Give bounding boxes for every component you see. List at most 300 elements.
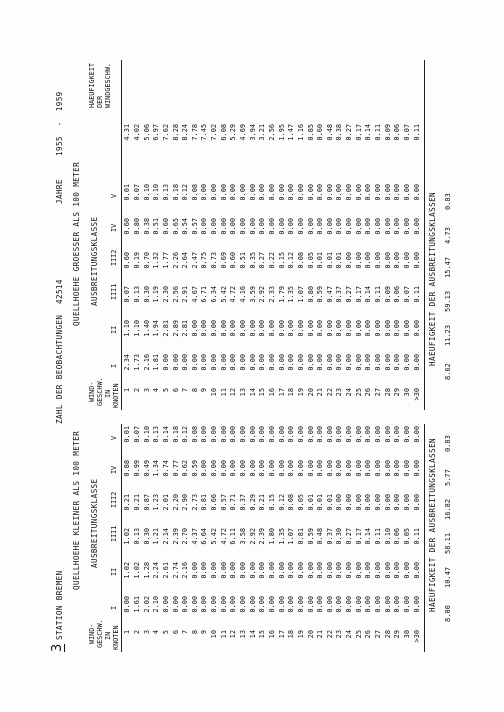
right-value-cell: 0.10 — [142, 184, 151, 201]
right-extra-header-2: DER — [96, 95, 104, 108]
right-row — [239, 124, 249, 410]
right-wind-speed-cell: 17 — [277, 388, 286, 397]
right-value-cell: 0.38 — [335, 124, 344, 141]
right-value-cell: 0.00 — [267, 184, 276, 201]
right-value-cell: 1.40 — [142, 320, 151, 337]
left-value-cell: 0.00 — [296, 426, 305, 443]
left-value-cell: 2.14 — [161, 528, 170, 545]
right-freq-value: 4.73 — [444, 227, 452, 244]
left-class-header: II — [110, 567, 118, 576]
left-value-cell: 0.13 — [152, 426, 161, 443]
left-value-cell: 2.10 — [152, 596, 161, 613]
right-value-cell: 0.60 — [123, 252, 132, 269]
right-value-cell: 0.27 — [345, 124, 354, 141]
left-data-table — [123, 426, 422, 652]
left-wind-speed-cell: 20 — [306, 630, 315, 639]
left-value-cell: 0.00 — [402, 562, 411, 579]
right-wind-speed-cell: 18 — [287, 388, 296, 397]
right-value-cell: 0.00 — [171, 354, 180, 371]
right-value-cell: 0.00 — [210, 218, 219, 235]
left-value-cell: 0.00 — [354, 494, 363, 511]
left-value-cell: 1.21 — [152, 528, 161, 545]
left-row — [210, 426, 220, 652]
left-value-cell: 0.57 — [219, 494, 228, 511]
right-value-cell: 2.92 — [258, 286, 267, 303]
left-value-cell: 0.00 — [335, 596, 344, 613]
right-value-cell: 0.00 — [364, 184, 373, 201]
left-value-cell: 0.00 — [190, 562, 199, 579]
left-value-cell: 0.30 — [335, 528, 344, 545]
right-value-cell: 0.30 — [142, 286, 151, 303]
right-value-cell: 2.91 — [181, 286, 190, 303]
left-wind-speed-cell: 23 — [335, 630, 344, 639]
right-value-cell: 6.71 — [200, 286, 209, 303]
right-value-cell: 0.00 — [412, 184, 421, 201]
left-row — [181, 426, 191, 652]
left-wind-header-4: KNOTEN — [112, 625, 120, 650]
right-value-cell: 0.60 — [316, 124, 325, 141]
right-value-cell: 0.38 — [142, 218, 151, 235]
left-value-cell: 0.00 — [229, 596, 238, 613]
right-value-cell: 0.60 — [161, 218, 170, 235]
left-wind-speed-cell: 7 — [181, 630, 190, 635]
right-footer-rule — [424, 60, 425, 410]
left-value-cell: 0.01 — [316, 494, 325, 511]
left-row — [133, 426, 143, 652]
right-wind-speed-cell: 20 — [306, 388, 315, 397]
right-value-cell: 1.10 — [133, 320, 141, 337]
right-row — [190, 124, 200, 410]
left-value-cell: 0.00 — [200, 426, 209, 443]
left-value-cell: 2.90 — [181, 494, 190, 511]
left-value-cell: 0.13 — [133, 528, 141, 545]
right-wind-speed-cell: 10 — [210, 388, 219, 397]
left-value-cell: 2.61 — [161, 562, 170, 579]
left-value-cell: 0.00 — [364, 562, 373, 579]
left-value-cell: 0.29 — [248, 494, 257, 511]
left-value-cell: 0.00 — [219, 596, 228, 613]
left-wind-speed-cell: 18 — [287, 630, 296, 639]
right-value-cell: 0.00 — [258, 320, 267, 337]
left-value-cell: 0.00 — [354, 460, 363, 477]
right-wind-speed-cell: 21 — [316, 388, 325, 397]
left-row — [248, 426, 258, 652]
right-value-cell: 0.00 — [354, 218, 363, 235]
right-value-cell: 0.00 — [354, 354, 363, 371]
right-value-cell: 0.00 — [258, 354, 267, 371]
right-value-cell: 0.11 — [412, 124, 421, 141]
left-value-cell: 0.00 — [383, 494, 392, 511]
right-value-cell: 0.75 — [200, 252, 209, 269]
right-value-cell: 0.00 — [374, 252, 383, 269]
right-wind-speed-cell: 29 — [393, 388, 402, 397]
right-value-cell: 0.00 — [402, 354, 411, 371]
right-value-cell: 5.06 — [142, 124, 151, 141]
right-value-cell: 1.81 — [152, 354, 161, 371]
right-wind-speed-cell: 22 — [325, 388, 334, 397]
right-value-cell: 8.24 — [181, 124, 190, 141]
left-value-cell: 0.00 — [374, 426, 383, 443]
right-value-cell: 0.00 — [200, 354, 209, 371]
left-class-header: III2 — [110, 491, 118, 508]
left-value-cell: 0.00 — [296, 562, 305, 579]
left-value-cell: 0.00 — [219, 562, 228, 579]
right-value-cell: 0.07 — [123, 286, 132, 303]
right-value-cell: 0.08 — [190, 184, 199, 201]
right-value-cell: 0.00 — [335, 218, 344, 235]
left-value-cell: 0.00 — [267, 460, 276, 477]
left-value-cell: 0.00 — [258, 596, 267, 613]
left-row — [393, 426, 403, 652]
left-freq-value: 16.82 — [444, 498, 452, 520]
left-value-cell: 1.34 — [152, 460, 161, 477]
right-class-header: I — [110, 363, 118, 368]
left-value-cell: 0.00 — [277, 460, 286, 477]
right-value-cell: 0.00 — [277, 354, 286, 371]
right-row — [335, 124, 345, 410]
left-value-cell: 2.16 — [181, 562, 190, 579]
left-value-cell: 0.59 — [306, 528, 315, 545]
observation-count-label: ZAHL DER BEOBACHTUNGEN — [55, 314, 64, 424]
right-value-cell: 0.00 — [374, 184, 383, 201]
right-value-cell: 0.12 — [181, 184, 190, 201]
left-value-cell: 0.30 — [142, 528, 151, 545]
left-class-header: I — [110, 605, 118, 610]
left-value-cell: 0.00 — [325, 460, 334, 477]
right-row — [258, 124, 268, 410]
right-data-table — [123, 124, 422, 410]
left-wind-header-2: GESCHW. — [96, 619, 104, 648]
right-value-cell: 0.00 — [364, 218, 373, 235]
left-value-cell: 0.71 — [229, 494, 238, 511]
right-value-cell: 0.00 — [190, 354, 199, 371]
left-value-cell: 0.00 — [364, 426, 373, 443]
right-value-cell: 4.72 — [229, 286, 238, 303]
right-row — [297, 124, 307, 410]
right-value-cell: 0.00 — [393, 320, 402, 337]
left-row — [403, 426, 413, 652]
left-value-cell: 0.99 — [133, 460, 141, 477]
left-value-cell: 0.00 — [287, 596, 296, 613]
right-value-cell: 0.00 — [219, 354, 228, 371]
right-row — [354, 124, 364, 410]
right-value-cell: 0.60 — [229, 252, 238, 269]
left-value-cell: 0.00 — [393, 562, 402, 579]
left-value-cell: 6.64 — [200, 528, 209, 545]
right-value-cell: 0.00 — [412, 354, 421, 371]
right-value-cell: 0.14 — [364, 124, 373, 141]
right-value-cell: 0.00 — [258, 218, 267, 235]
observation-count-value: 42514 — [55, 279, 64, 304]
left-value-cell: 0.00 — [374, 494, 383, 511]
station-name: STATION BREMEN — [55, 570, 64, 640]
left-value-cell: 0.00 — [229, 562, 238, 579]
left-value-cell: 0.37 — [239, 494, 248, 511]
left-value-cell: 0.00 — [258, 426, 267, 443]
left-value-cell: 0.21 — [133, 494, 141, 511]
right-value-cell: 1.95 — [277, 124, 286, 141]
left-wind-speed-cell: 8 — [190, 630, 199, 635]
right-value-cell: 0.00 — [219, 320, 228, 337]
right-row — [219, 124, 229, 410]
left-value-cell: 0.00 — [267, 562, 276, 579]
left-wind-speed-cell: 1 — [123, 630, 132, 635]
left-value-cell: 0.17 — [354, 528, 363, 545]
right-wind-speed-cell: 16 — [267, 388, 276, 397]
left-wind-speed-cell: 30 — [402, 630, 411, 639]
right-value-cell: 6.08 — [219, 124, 228, 141]
right-value-cell: 0.11 — [412, 286, 421, 303]
left-wind-speed-cell: 29 — [393, 630, 402, 639]
right-value-cell: 0.00 — [335, 354, 344, 371]
right-extra-header-1: HAEUFIGKEIT — [88, 62, 96, 108]
left-row — [287, 426, 297, 652]
left-value-cell: 0.00 — [354, 596, 363, 613]
left-value-cell: 0.00 — [345, 460, 354, 477]
right-value-cell: 0.00 — [354, 252, 363, 269]
right-row — [403, 124, 413, 410]
left-wind-speed-cell: 26 — [364, 630, 373, 639]
left-value-cell: 0.00 — [374, 562, 383, 579]
left-value-cell: 0.00 — [161, 596, 170, 613]
left-value-cell: 0.00 — [354, 562, 363, 579]
right-row — [229, 124, 239, 410]
right-value-cell: 0.00 — [402, 320, 411, 337]
right-value-cell: 0.00 — [210, 354, 219, 371]
right-value-cell: 0.59 — [316, 286, 325, 303]
left-value-cell: 0.00 — [287, 426, 296, 443]
left-value-cell: 0.88 — [123, 460, 132, 477]
left-wind-speed-cell: 11 — [219, 630, 228, 639]
left-value-cell: 0.00 — [316, 460, 325, 477]
right-value-cell: 0.00 — [325, 320, 334, 337]
left-wind-speed-cell: 6 — [171, 630, 180, 635]
left-value-cell: 0.00 — [277, 596, 286, 613]
left-value-cell: 0.00 — [239, 426, 248, 443]
right-row — [306, 124, 316, 410]
left-value-cell: 0.81 — [296, 528, 305, 545]
left-value-cell: 0.00 — [316, 562, 325, 579]
right-value-cell: 1.35 — [287, 286, 296, 303]
left-value-cell: 0.00 — [335, 494, 344, 511]
right-value-cell: 0.00 — [296, 184, 305, 201]
right-value-cell: 1.77 — [161, 252, 170, 269]
right-value-cell: 1.94 — [152, 320, 161, 337]
right-row — [181, 124, 191, 410]
right-row — [142, 124, 152, 410]
right-value-cell: 4.16 — [239, 286, 248, 303]
right-value-cell: 0.11 — [374, 124, 383, 141]
left-value-cell: 0.00 — [239, 596, 248, 613]
right-value-cell: 4.02 — [133, 124, 141, 141]
right-value-cell: 0.54 — [181, 218, 190, 235]
left-value-cell: 0.00 — [296, 596, 305, 613]
left-value-cell: 0.00 — [306, 562, 315, 579]
left-class-header: V — [110, 435, 118, 440]
left-freq-value: 58.11 — [444, 532, 452, 554]
right-value-cell: 0.00 — [335, 320, 344, 337]
right-value-cell: 0.00 — [306, 354, 315, 371]
left-row — [354, 426, 364, 652]
right-row — [123, 124, 133, 410]
left-value-cell: 0.00 — [306, 426, 315, 443]
left-value-cell: 0.07 — [133, 426, 141, 443]
right-value-cell: 2.89 — [171, 320, 180, 337]
left-wind-speed-cell: 12 — [229, 630, 238, 639]
right-value-cell: 0.00 — [306, 184, 315, 201]
right-value-cell: 0.00 — [296, 218, 305, 235]
left-value-cell: 1.61 — [133, 596, 141, 613]
left-wind-speed-cell: 15 — [258, 630, 267, 639]
right-value-cell: 7.78 — [190, 124, 199, 141]
right-row — [277, 124, 287, 410]
left-freq-value: 8.00 — [444, 605, 452, 622]
right-value-cell: 0.13 — [161, 184, 170, 201]
left-wind-speed-cell: 17 — [277, 630, 286, 639]
right-value-cell: 0.00 — [325, 184, 334, 201]
right-value-cell: 0.00 — [267, 354, 276, 371]
right-value-cell: 0.00 — [364, 320, 373, 337]
right-wind-speed-cell: 28 — [383, 388, 392, 397]
right-wind-header-1: WIND- — [88, 381, 96, 402]
right-wind-speed-cell: 11 — [219, 388, 228, 397]
right-value-cell: 0.01 — [325, 252, 334, 269]
left-value-cell: 0.00 — [383, 426, 392, 443]
left-wind-speed-cell: 24 — [345, 630, 354, 639]
left-row — [190, 426, 200, 652]
right-value-cell: 2.56 — [171, 286, 180, 303]
left-value-cell: 0.00 — [248, 460, 257, 477]
right-value-cell: 0.00 — [345, 184, 354, 201]
left-value-cell: 0.00 — [171, 596, 180, 613]
left-value-cell: 0.00 — [229, 426, 238, 443]
right-value-cell: 0.00 — [325, 354, 334, 371]
right-block-title: QUELLHOEHE GROESSER ALS 100 METER — [72, 161, 81, 326]
left-value-cell: 5.42 — [210, 528, 219, 545]
right-value-cell: 0.00 — [364, 354, 373, 371]
right-value-cell: 0.00 — [210, 320, 219, 337]
right-value-cell: 4.67 — [190, 286, 199, 303]
right-row — [210, 124, 220, 410]
right-value-cell: 0.00 — [229, 184, 238, 201]
right-value-cell: 0.00 — [296, 320, 305, 337]
left-value-cell: 0.00 — [325, 562, 334, 579]
left-value-cell: 0.08 — [287, 494, 296, 511]
left-value-cell: 0.11 — [374, 528, 383, 545]
right-value-cell: 0.65 — [171, 218, 180, 235]
left-value-cell: 2.92 — [248, 528, 257, 545]
left-value-cell: 0.00 — [190, 596, 199, 613]
right-value-cell: 0.00 — [239, 320, 248, 337]
left-value-cell: 1.07 — [287, 528, 296, 545]
left-value-cell: 0.05 — [402, 528, 411, 545]
right-value-cell: 0.00 — [219, 218, 228, 235]
left-value-cell: 0.00 — [277, 426, 286, 443]
left-value-cell: 0.00 — [335, 460, 344, 477]
left-value-cell: 0.74 — [161, 460, 170, 477]
right-value-cell: 0.80 — [133, 218, 141, 235]
right-value-cell: 0.00 — [316, 184, 325, 201]
left-value-cell: 0.00 — [306, 460, 315, 477]
left-value-cell: 0.14 — [364, 528, 373, 545]
left-value-cell: 0.00 — [316, 596, 325, 613]
right-value-cell: 0.80 — [306, 286, 315, 303]
right-value-cell: 0.00 — [325, 218, 334, 235]
left-value-cell: 0.00 — [364, 494, 373, 511]
right-row — [248, 124, 258, 410]
left-value-cell: 0.00 — [181, 596, 190, 613]
left-value-cell: 0.00 — [200, 460, 209, 477]
left-value-cell: 0.00 — [287, 562, 296, 579]
right-value-cell: 0.15 — [277, 252, 286, 269]
right-value-cell: 0.00 — [393, 218, 402, 235]
right-value-cell: 2.34 — [123, 354, 132, 371]
left-row — [258, 426, 268, 652]
right-value-cell: 0.10 — [152, 184, 161, 201]
right-value-cell: 0.00 — [374, 354, 383, 371]
left-value-cell: 2.02 — [142, 596, 151, 613]
left-value-cell: 1.02 — [133, 562, 141, 579]
left-wind-speed-cell: 2 — [133, 630, 141, 635]
left-value-cell: 0.00 — [316, 426, 325, 443]
left-value-cell: 0.00 — [412, 426, 421, 443]
left-value-cell: 0.00 — [393, 426, 402, 443]
right-value-cell: 0.00 — [277, 184, 286, 201]
right-row — [200, 124, 210, 410]
right-row — [268, 124, 278, 410]
right-value-cell: 1.73 — [133, 354, 141, 371]
right-value-cell: 0.00 — [248, 320, 257, 337]
right-value-cell: 0.00 — [287, 354, 296, 371]
left-value-cell: 1.28 — [142, 562, 151, 579]
left-value-cell: 0.00 — [219, 460, 228, 477]
right-value-cell: 0.00 — [200, 320, 209, 337]
right-wind-header-2: GESCHW. — [96, 377, 104, 406]
left-value-cell: 0.00 — [229, 460, 238, 477]
right-value-cell: 0.19 — [133, 252, 141, 269]
right-wind-speed-cell: 9 — [200, 388, 209, 393]
right-value-cell: 0.00 — [210, 184, 219, 201]
left-wind-speed-cell: 10 — [210, 630, 219, 639]
left-wind-speed-cell: 19 — [296, 630, 305, 639]
left-value-cell: 0.00 — [200, 562, 209, 579]
right-value-cell: 1.32 — [152, 252, 161, 269]
left-value-cell: 0.21 — [258, 494, 267, 511]
right-class-header: IV — [110, 223, 118, 232]
right-wind-speed-cell: 6 — [171, 388, 180, 393]
left-header-rule — [121, 424, 122, 652]
left-value-cell: 0.00 — [123, 596, 132, 613]
right-wind-speed-cell: 12 — [229, 388, 238, 397]
left-value-cell: 1.02 — [123, 528, 132, 545]
left-class-title: AUSBREITUNGSKLASSE — [90, 478, 99, 568]
left-value-cell: 0.00 — [219, 426, 228, 443]
right-value-cell: 0.00 — [229, 354, 238, 371]
right-freq-value: 59.13 — [444, 290, 452, 312]
right-class-header: III1 — [110, 283, 118, 300]
right-value-cell: 0.00 — [248, 354, 257, 371]
left-class-header: IV — [110, 465, 118, 474]
right-value-cell: 0.08 — [296, 252, 305, 269]
right-class-header: V — [110, 193, 118, 198]
left-value-cell: 0.00 — [258, 562, 267, 579]
left-value-cell: 0.00 — [412, 596, 421, 613]
left-value-cell: 0.27 — [345, 528, 354, 545]
left-value-cell: 0.12 — [277, 494, 286, 511]
right-value-cell: 3.21 — [258, 124, 267, 141]
right-value-cell: 0.00 — [267, 218, 276, 235]
right-value-cell: 4.69 — [239, 124, 248, 141]
